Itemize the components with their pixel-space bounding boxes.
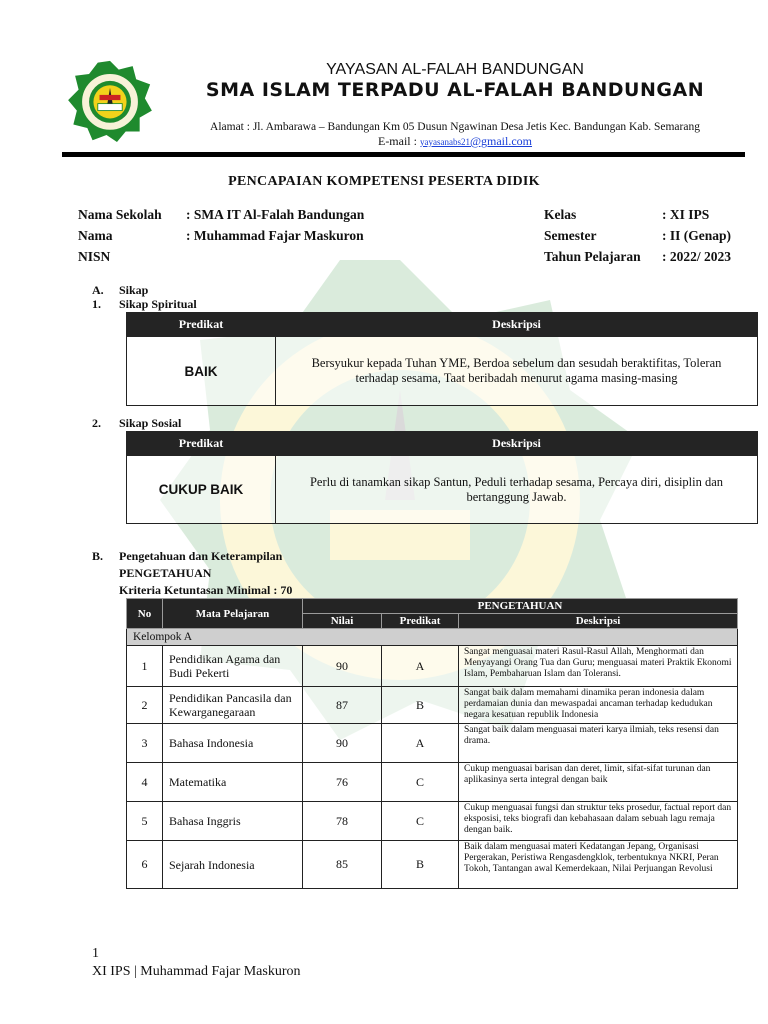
row-subject: Pendidikan Pancasila dan Kewarganegaraan (163, 687, 303, 724)
row-subject: Bahasa Indonesia (163, 724, 303, 763)
row-predikat: B (382, 841, 459, 889)
row-nilai: 90 (303, 646, 382, 687)
header-subject: Mata Pelajaran (163, 599, 303, 629)
sosial-number: 2. (92, 416, 101, 430)
row-predikat: C (382, 802, 459, 841)
label-year: Tahun Pelajaran (544, 249, 641, 264)
header-pengetahuan: PENGETAHUAN (303, 599, 738, 614)
header-divider (62, 152, 745, 157)
row-subject: Sejarah Indonesia (163, 841, 303, 889)
spiritual-predikat-header: Predikat (127, 313, 276, 337)
label-class: Kelas (544, 207, 577, 222)
school-address: Alamat : Jl. Ambarawa – Bandungan Km 05 Dusun Ngawinan Desa Jetis Kec. Bandungan Kab. Semarang (210, 121, 700, 133)
row-nilai: 90 (303, 724, 382, 763)
section-a-title: Sikap (119, 283, 149, 297)
row-number: 6 (127, 841, 163, 889)
sosial-predikat: CUKUP BAIK (127, 456, 276, 524)
table-row (127, 841, 738, 889)
row-subject: Bahasa Inggris (163, 802, 303, 841)
spiritual-number: 1. (92, 297, 101, 311)
row-number: 2 (127, 687, 163, 724)
row-subject: Pendidikan Agama dan Budi Pekerti (163, 646, 303, 687)
spiritual-deskripsi-header: Deskripsi (276, 313, 758, 337)
email-line (150, 134, 760, 149)
row-nilai: 85 (303, 841, 382, 889)
table-row (127, 646, 738, 687)
value-school: : SMA IT Al-Falah Bandungan (186, 207, 365, 222)
group-label: Kelompok A (127, 629, 738, 646)
header-no: No (127, 599, 163, 629)
row-predikat: C (382, 763, 459, 802)
section-b-title: Pengetahuan dan Keterampilan (119, 549, 283, 563)
label-name: Nama (78, 228, 113, 243)
section-a-letter: A. (92, 283, 104, 297)
label-semester: Semester (544, 228, 597, 243)
header-nilai: Nilai (303, 614, 382, 629)
email-link[interactable] (420, 134, 532, 148)
spiritual-deskripsi: Bersyukur kepada Tuhan YME, Berdoa sebelum dan sesudah beraktifitas, Toleran terhadap sesama, Taat beribadah menurut agama masing-masing (276, 337, 758, 406)
row-nilai: 78 (303, 802, 382, 841)
value-year: : 2022/ 2023 (662, 249, 731, 264)
label-nisn: NISN (78, 249, 111, 264)
row-nilai: 76 (303, 763, 382, 802)
sosial-title: Sikap Sosial (119, 416, 182, 430)
page-footer: XI IPS | Muhammad Fajar Maskuron (92, 964, 301, 979)
row-deskripsi: Sangat baik dalam menguasai materi karya ilmiah, teks resensi dan drama. (459, 724, 738, 763)
header-predikat: Predikat (382, 614, 459, 629)
row-deskripsi: Sangat baik dalam memahami dinamika peran indonesia dalam perdamaian dunia dan mewaspadai ancaman terhadap kedudukan negara kesatuan republik Indonesia (459, 687, 738, 724)
email-label: E-mail : (377, 134, 420, 148)
grades-table (126, 598, 738, 889)
value-class: : XI IPS (662, 207, 710, 222)
value-semester: : II (Genap) (662, 228, 732, 243)
row-deskripsi: Cukup menguasai barisan dan deret, limit, sifat-sifat turunan dan aplikasinya serta integral dengan baik (459, 763, 738, 802)
sosial-table (126, 431, 758, 524)
row-number: 4 (127, 763, 163, 802)
school-logo (66, 60, 154, 142)
table-row (127, 687, 738, 724)
section-b-letter: B. (92, 549, 104, 563)
header-deskripsi: Deskripsi (459, 614, 738, 629)
document-title: PENCAPAIAN KOMPETENSI PESERTA DIDIK (228, 174, 540, 189)
row-predikat: A (382, 724, 459, 763)
foundation-name: YAYASAN AL-FALAH BANDUNGAN (326, 61, 584, 78)
row-number: 3 (127, 724, 163, 763)
row-predikat: A (382, 646, 459, 687)
sosial-deskripsi: Perlu di tanamkan sikap Santun, Peduli terhadap sesama, Percaya diri, disiplin dan bertanggung Jawab. (276, 456, 758, 524)
spiritual-title: Sikap Spiritual (119, 297, 197, 311)
kkm-label: Kriteria Ketuntasan Minimal : 70 (119, 583, 293, 597)
sosial-deskripsi-header: Deskripsi (276, 432, 758, 456)
email-user: yayasanabs21 (419, 137, 470, 147)
email-domain: @gmail.com (469, 134, 533, 148)
row-number: 5 (127, 802, 163, 841)
spiritual-predikat: BAIK (127, 337, 276, 406)
table-row (127, 763, 738, 802)
row-deskripsi: Baik dalam menguasai materi Kedatangan Jepang, Organisasi Pergerakan, Peristiwa Rengasdengklok, terbentuknya NKRI, Peran Tokoh, Tantangan awal Kemerdekaan, Nilai Perjuangan Revolusi (459, 841, 738, 889)
row-deskripsi: Sangat menguasai materi Rasul-Rasul Allah, Menghormati dan Menyayangi Orang Tua dan Guru; menguasai materi Praktik Ekonomi Islam, Pembaharuan Islam dan Toleransi. (459, 646, 738, 687)
row-subject: Matematika (163, 763, 303, 802)
page-number: 1 (92, 946, 99, 961)
value-name: : Muhammad Fajar Maskuron (186, 228, 364, 243)
row-number: 1 (127, 646, 163, 687)
school-name: SMA ISLAM TERPADU AL-FALAH BANDUNGAN (205, 79, 705, 101)
sosial-predikat-header: Predikat (127, 432, 276, 456)
section-b-subtitle: PENGETAHUAN (119, 566, 212, 580)
row-deskripsi: Cukup menguasai fungsi dan struktur teks prosedur, factual report dan eksposisi, teks biografi dan kebahasaan dalam sebuah lagu remaja dengan baik. (459, 802, 738, 841)
table-row (127, 802, 738, 841)
row-predikat: B (382, 687, 459, 724)
label-school: Nama Sekolah (78, 207, 162, 222)
spiritual-table (126, 312, 758, 406)
table-row (127, 724, 738, 763)
row-nilai: 87 (303, 687, 382, 724)
